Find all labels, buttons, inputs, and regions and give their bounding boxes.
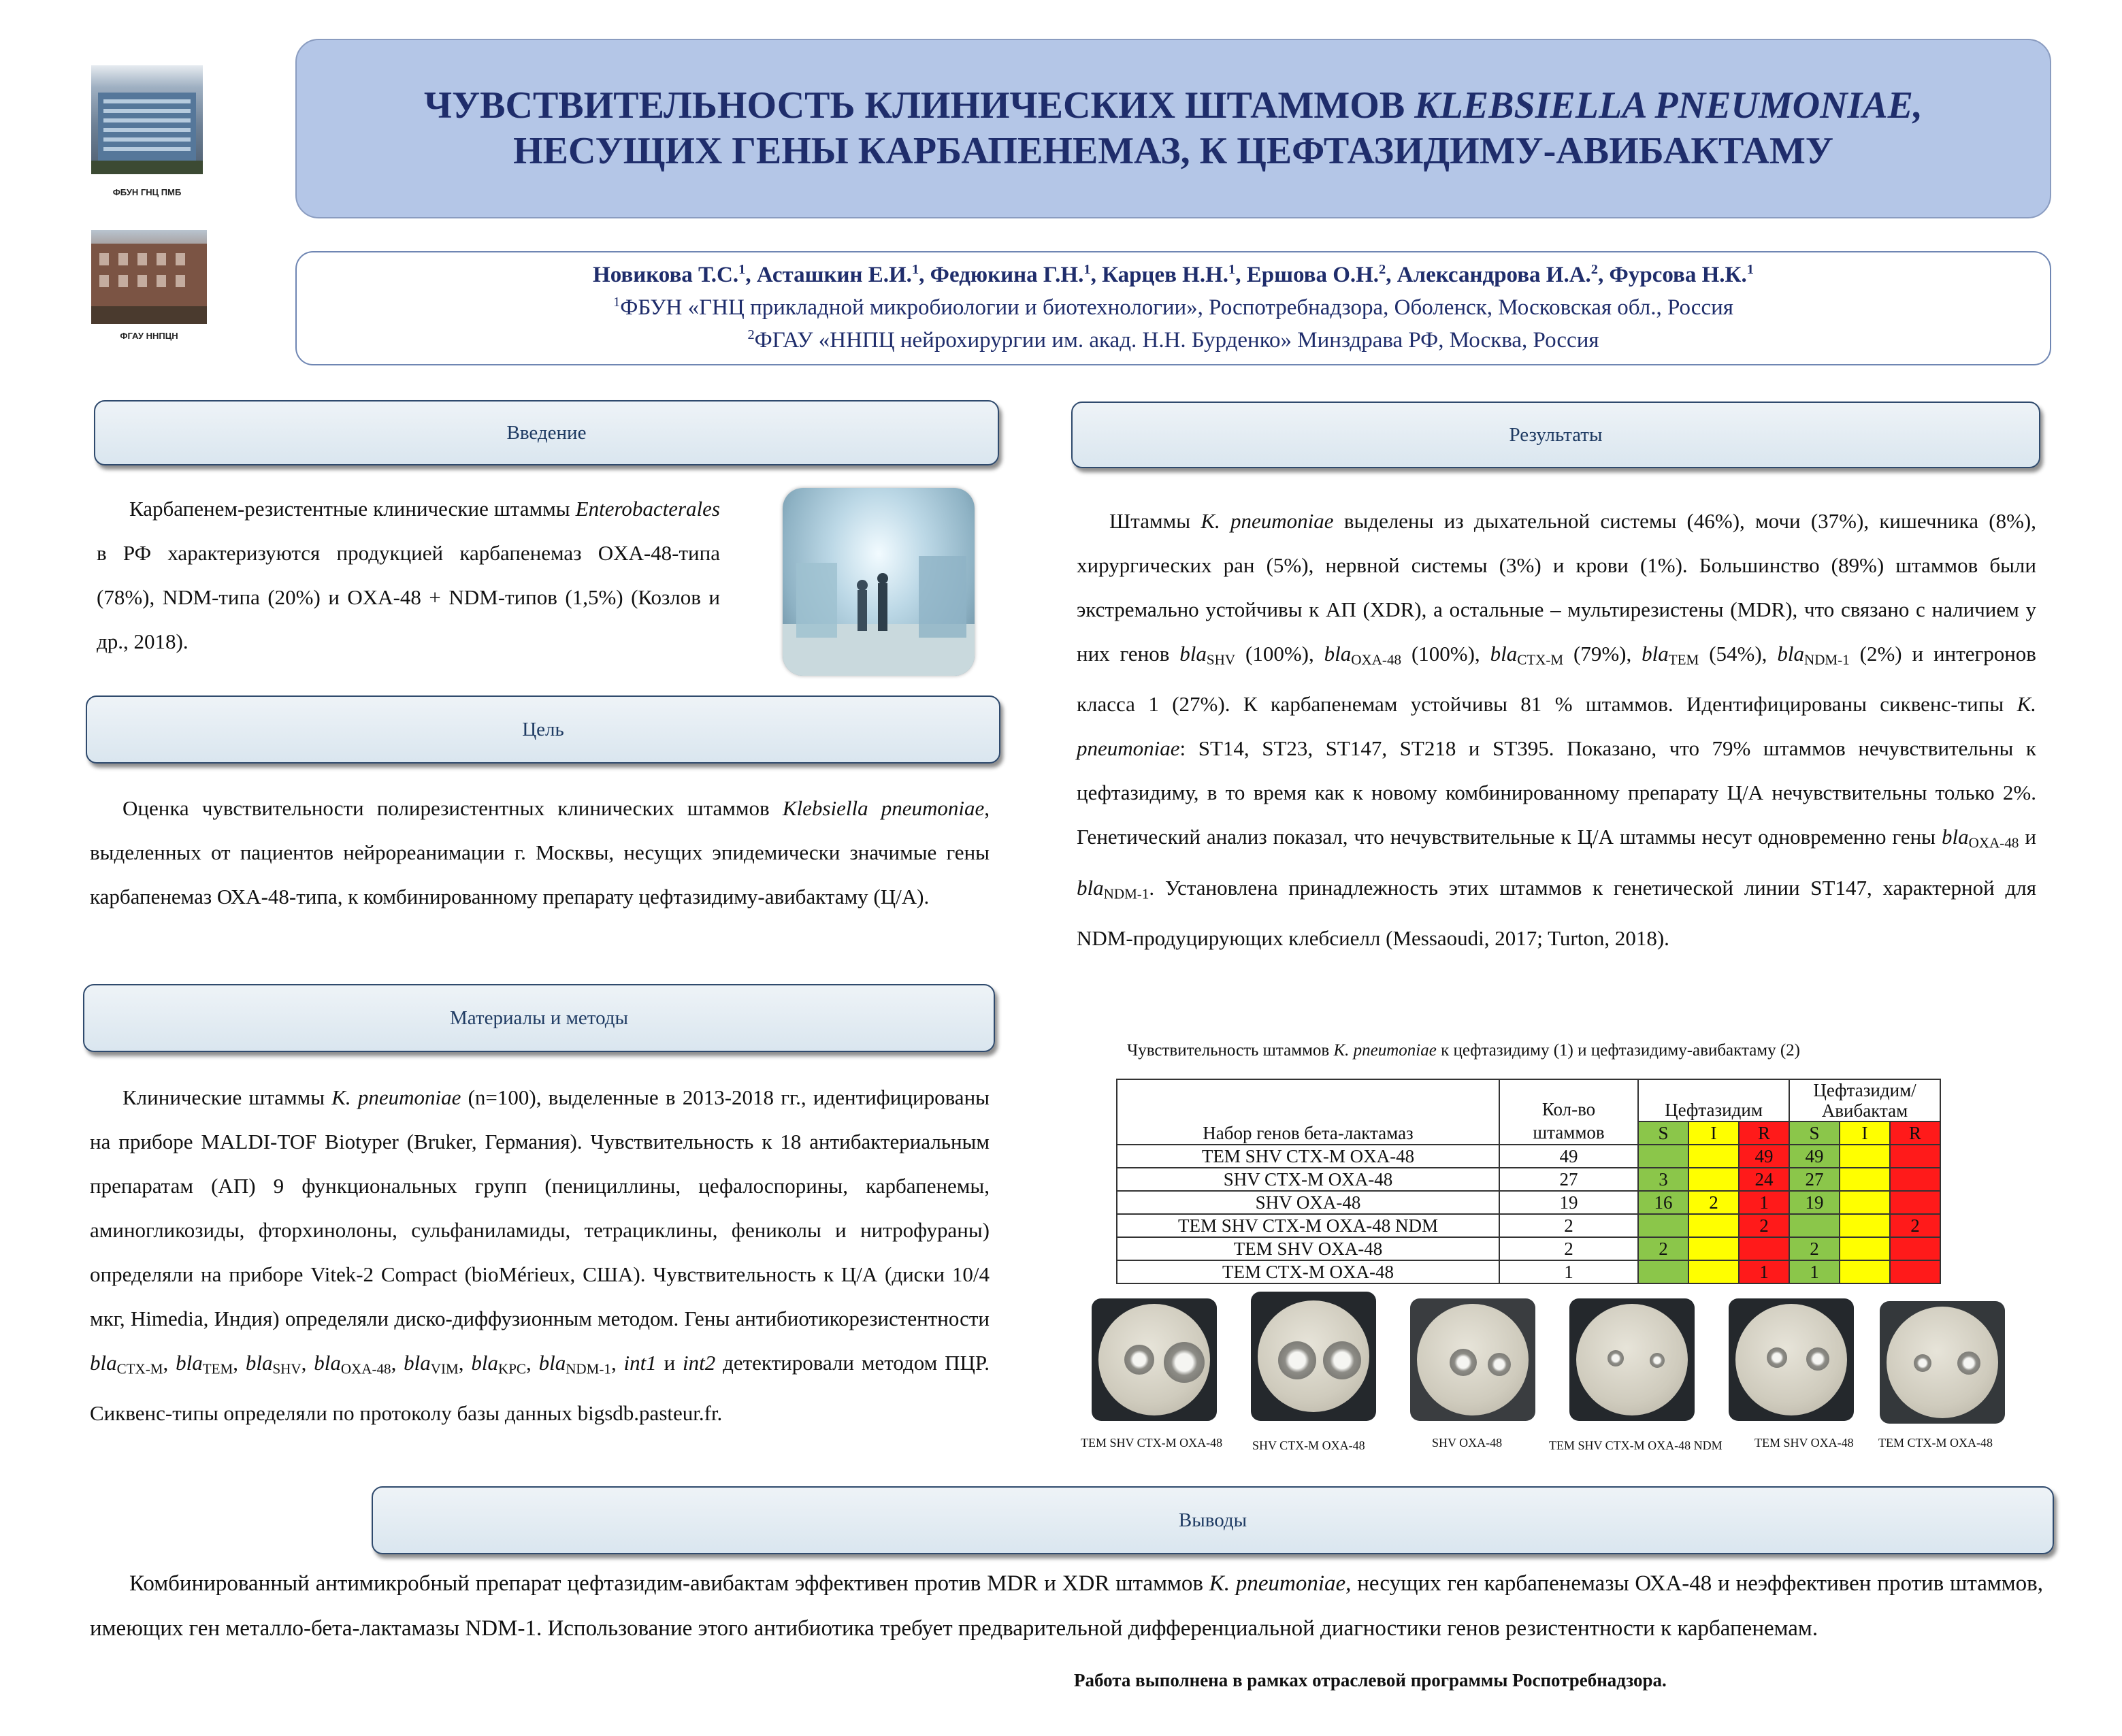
cell-caz-r: 24	[1739, 1168, 1789, 1191]
inhibition-zone-2	[1806, 1347, 1829, 1371]
gene-subscript: CTX-M	[116, 1360, 163, 1377]
cell-cza-r	[1890, 1191, 1940, 1214]
aff-text: ФГАУ «ННПЦ нейрохирургии им. акад. Н.Н. Бурденко» Минздрава РФ, Москва, Россия	[754, 327, 1599, 353]
caption-taxon: K. pneumoniae	[1333, 1041, 1437, 1060]
author-list: Новикова Т.С.$^1$, Асташкин Е.И.$^1$, Федюкина Г.Н.$^1$, Карцев Н.Н.$^1$, Ершова О.Н.$^2$, Александрова И.А.$^2$, Фурсова Н.К.$^1$	[593, 262, 1754, 288]
inhibition-zone-2	[1164, 1342, 1205, 1383]
cell-cza-s: 27	[1789, 1168, 1840, 1191]
gene-prefix: bla	[538, 1351, 566, 1375]
aim-text-part: , выделенных от пациентов нейрореанимации г. Москвы, несущих эпидемически значимые гены карбапенемаз ОХА-48-типа, к комбинированному препарату цефтазидиму-авибактаму (Ц/А).	[90, 796, 990, 908]
separator: и	[656, 1351, 683, 1375]
table-row	[1117, 1168, 1940, 1191]
cell-caz-s: 16	[1638, 1191, 1688, 1214]
cell-caz-s	[1638, 1214, 1688, 1237]
petri-dish-photo-2	[1251, 1292, 1376, 1421]
integron-gene: int1	[623, 1351, 657, 1375]
cell-count: 2	[1499, 1214, 1638, 1237]
petri-dish-icon	[1735, 1304, 1847, 1415]
header-ceftazidime: Цефтазидим	[1638, 1079, 1789, 1121]
authors-box	[295, 251, 2051, 365]
petri-dish-photo-6	[1880, 1301, 2005, 1424]
gene-subscript: TEM	[202, 1360, 233, 1377]
results-text	[1077, 499, 2036, 960]
gene-subscript: OXA-48	[1351, 651, 1402, 668]
institute-building-photo-2	[91, 230, 207, 324]
inhibition-zone-1	[1450, 1349, 1477, 1376]
header-s: S	[1638, 1121, 1688, 1145]
author: Фурсова Н.К.	[1609, 263, 1747, 288]
intro-text: Карбапенем-резистентные клинические штаммы	[129, 497, 576, 521]
caption-text: Чувствительность штаммов	[1127, 1041, 1334, 1060]
conclusions-taxon: K. pneumoniae	[1209, 1571, 1346, 1596]
separator: и	[2019, 825, 2036, 849]
author: Александрова И.А.	[1397, 263, 1591, 288]
header-s: S	[1789, 1121, 1840, 1145]
poster-title-line-2: НЕСУЩИХ ГЕНЫ КАРБАПЕНЕМАЗ, К ЦЕФТАЗИДИМУ-АВИБАКТАМУ	[513, 130, 1833, 172]
petri-dish-label: TEM SHV CTX-M OXA-48 NDM	[1549, 1439, 1723, 1452]
inhibition-zone-1	[1767, 1347, 1787, 1368]
petri-dish-photo-5	[1729, 1298, 1854, 1421]
cell-caz-r: 1	[1739, 1260, 1789, 1283]
methods-text-part: (n=100), выделенные в 2013-2018 гг., идентифицированы на приборе MALDI-TOF Biotyper (Bruker, Германия). Чувствительность к 18 антибактериальным препаратам (АП) 9 функциональных групп (пенициллины, цефалоспорины, карбапенемы, аминогликозиды, фторхинолоны, сульфаниламиды, тетрациклины, фениколы и нитрофураны) определяли на приборе Vitek-2 Compact (bioMérieux, США). Чувствительность к Ц/А (диски 10/4 мкг, Himedia, Индия) определяли диско-диффузионным методом. Гены антибиотикорезистентности	[90, 1085, 990, 1330]
gene-prefix: bla	[1777, 642, 1804, 666]
separator: ,	[163, 1351, 176, 1375]
institute-building-photo-1	[91, 65, 203, 174]
inhibition-zone-2	[1650, 1353, 1665, 1368]
methods-text	[90, 1075, 990, 1435]
cell-cza-i	[1840, 1214, 1890, 1237]
gene-prefix: bla	[1642, 642, 1669, 666]
cell-cza-s: 49	[1789, 1145, 1840, 1168]
title-text: ЧУВСТВИТЕЛЬНОСТЬ КЛИНИЧЕСКИХ ШТАММОВ	[423, 84, 1415, 127]
aim-text-part: Оценка чувствительности полирезистентных клинических штаммов	[123, 796, 783, 820]
section-header-results: Результаты	[1071, 402, 2040, 468]
affiliation-1	[613, 292, 1733, 325]
header-i: I	[1840, 1121, 1890, 1145]
cell-cza-i	[1840, 1260, 1890, 1283]
cell-caz-r	[1739, 1237, 1789, 1260]
cell-cza-i	[1840, 1145, 1890, 1168]
cell-caz-i	[1688, 1168, 1739, 1191]
author: Ершова О.Н.	[1246, 263, 1380, 288]
petri-dish-label: SHV OXA-48	[1432, 1436, 1503, 1450]
cell-gene-set: TEM CTX-M OXA-48	[1117, 1260, 1499, 1283]
cell-cza-i	[1840, 1168, 1890, 1191]
gene-prefix: bla	[1942, 825, 1969, 849]
author-affiliation-mark: 1	[738, 262, 746, 278]
poster-title-line-1	[424, 83, 1923, 129]
cell-cza-r	[1890, 1168, 1940, 1191]
results-taxon: K. pneumoniae	[1077, 692, 2036, 761]
cell-caz-r: 2	[1739, 1214, 1789, 1237]
inhibition-zone-1	[1124, 1345, 1154, 1375]
aff-mark: 2	[747, 327, 755, 342]
intro-taxon: Enterobacterales	[575, 497, 720, 521]
petri-dish-icon	[1576, 1304, 1688, 1415]
table-caption	[1127, 1041, 1800, 1060]
gene-subscript: OXA-48	[340, 1360, 391, 1377]
separator: ,	[610, 1351, 624, 1375]
cell-gene-set: TEM SHV CTX-M OXA-48	[1117, 1145, 1499, 1168]
separator: ,	[301, 1351, 314, 1375]
cell-cza-r	[1890, 1260, 1940, 1283]
cell-count: 2	[1499, 1237, 1638, 1260]
cell-caz-r: 1	[1739, 1191, 1789, 1214]
cell-caz-s: 2	[1638, 1237, 1688, 1260]
cell-cza-i	[1840, 1237, 1890, 1260]
conclusions-text-part: Комбинированный антимикробный препарат цефтазидим-авибактам эффективен против MDR и XDR штаммов	[129, 1571, 1209, 1596]
cell-caz-r: 49	[1739, 1145, 1789, 1168]
separator: ,	[233, 1351, 246, 1375]
separator: ,	[526, 1351, 539, 1375]
petri-dish-label: TEM SHV OXA-48	[1754, 1436, 1854, 1450]
cell-caz-s	[1638, 1145, 1688, 1168]
conclusions-text	[90, 1561, 2043, 1651]
petri-dish-label: TEM CTX-M OXA-48	[1878, 1436, 1993, 1450]
gene-subscript: OXA-48	[1968, 834, 2019, 851]
methods-text-part: детектировали методом ПЦР. Сиквенс-типы определяли по протоколу базы данных bigsdb.pasteur.fr.	[90, 1351, 990, 1426]
table-header-row-1	[1117, 1079, 1940, 1121]
cell-caz-i: 2	[1688, 1191, 1739, 1214]
gene-prefix: bla	[245, 1351, 273, 1375]
introduction-text	[97, 487, 720, 664]
aim-taxon: Klebsiella pneumoniae	[782, 796, 985, 820]
gene-subscript: VIM	[430, 1360, 459, 1377]
results-text-part: (100%),	[1235, 642, 1324, 666]
methods-text-part: Клинические штаммы	[123, 1085, 332, 1109]
petri-dish-label: SHV CTX-M OXA-48	[1252, 1439, 1365, 1452]
cell-cza-s: 2	[1789, 1237, 1840, 1260]
gene-subscript: SHV	[272, 1360, 301, 1377]
laboratory-photo	[783, 488, 975, 676]
inhibition-zone-2	[1323, 1341, 1361, 1379]
inhibition-zone-2	[1957, 1352, 1980, 1375]
building-1-icon	[91, 65, 203, 174]
petri-dish-label: TEM SHV CTX-M OXA-48	[1081, 1436, 1223, 1450]
gene-prefix: bla	[1490, 642, 1518, 666]
aff-text: ФБУН «ГНЦ прикладной микробиологии и биотехнологии», Роспотребнадзора, Оболенск, Московская обл., Россия	[620, 295, 1733, 321]
caption-text: к цефтазидиму (1) и цефтазидиму-авибактаму (2)	[1436, 1041, 1801, 1060]
funding-note: Работа выполнена в рамках отраслевой программы Роспотребнадзора.	[1060, 1670, 1667, 1691]
intro-text: в РФ характеризуются продукцией карбапенемаз OXA-48-типа (78%), NDM-типа (20%) и OXA-48 + NDM-типов (1,5%) (Козлов и др., 2018).	[97, 541, 720, 653]
gene-prefix: bla	[314, 1351, 341, 1375]
gene-subscript: KPC	[497, 1360, 526, 1377]
cell-gene-set: SHV CTX-M OXA-48	[1117, 1168, 1499, 1191]
author-affiliation-mark: 1	[1746, 262, 1754, 278]
author: Федюкина Г.Н.	[930, 263, 1084, 288]
author: Новикова Т.С.	[593, 263, 739, 288]
gene-prefix: bla	[404, 1351, 431, 1375]
section-header-conclusions: Выводы	[372, 1486, 2054, 1554]
inhibition-zone-1	[1607, 1350, 1624, 1366]
table-row	[1117, 1145, 1940, 1168]
header-i: I	[1688, 1121, 1739, 1145]
petri-dish-icon	[1887, 1307, 1998, 1418]
cell-count: 1	[1499, 1260, 1638, 1283]
gene-prefix: bla	[1179, 642, 1207, 666]
gene-subscript: CTX-M	[1517, 651, 1564, 668]
cell-count: 27	[1499, 1168, 1638, 1191]
results-text-part: : ST14, ST23, ST147, ST218 и ST395. Показано, что 79% штаммов нечувствительны к цефтазидиму, в то время как к новому комбинированному препарату Ц/А нечувствительны только 2%. Генетический анализ показал, что нечувствительные к Ц/А штаммы несут одновременно гены	[1077, 736, 2036, 849]
cell-gene-set: TEM SHV OXA-48	[1117, 1237, 1499, 1260]
gene-prefix: bla	[1077, 875, 1104, 900]
aim-text	[90, 786, 990, 919]
cell-cza-i	[1840, 1191, 1890, 1214]
lab-interior-icon	[783, 488, 975, 676]
integron-gene: int2	[683, 1351, 716, 1375]
gene-subscript: NDM-1	[1803, 651, 1850, 668]
cell-cza-r: 2	[1890, 1214, 1940, 1237]
gene-subscript: TEM	[1668, 651, 1699, 668]
methods-taxon: K. pneumoniae	[331, 1085, 461, 1109]
inhibition-zone-1	[1278, 1341, 1316, 1379]
logo-2-caption: ФГАУ ННПЦН	[120, 331, 178, 341]
table-row	[1117, 1214, 1940, 1237]
section-header-aim: Цель	[86, 695, 1000, 764]
results-text-part: (54%),	[1699, 642, 1778, 666]
conclusions-text-part: , несущих ген карбапенемазы ОХА-48 и неэффективен против штаммов, имеющих ген металло-бета-лактамазы NDM-1. Использование этого антибиотика требует предварительной дифференциальной диагностики генов резистентности к карбапенемам.	[90, 1571, 2043, 1641]
results-text-part: (79%),	[1563, 642, 1642, 666]
petri-dish-icon	[1258, 1300, 1369, 1412]
cell-count: 19	[1499, 1191, 1638, 1214]
header-r: R	[1890, 1121, 1940, 1145]
cell-count: 49	[1499, 1145, 1638, 1168]
header-count: Кол-во штаммов	[1499, 1079, 1638, 1145]
logo-1-caption: ФБУН ГНЦ ПМБ	[112, 187, 182, 197]
gene-prefix: bla	[471, 1351, 498, 1375]
cell-gene-set: SHV OXA-48	[1117, 1191, 1499, 1214]
petri-dish-photo-3	[1410, 1298, 1535, 1421]
results-text-part: Штаммы	[1109, 509, 1201, 533]
aff-mark: 1	[613, 295, 621, 310]
cell-gene-set: TEM SHV CTX-M OXA-48 NDM	[1117, 1214, 1499, 1237]
table-row	[1117, 1237, 1940, 1260]
cell-caz-i	[1688, 1145, 1739, 1168]
petri-dish-icon	[1417, 1304, 1529, 1415]
table-row	[1117, 1191, 1940, 1214]
gene-subscript: NDM-1	[566, 1360, 611, 1377]
results-text-part: (100%),	[1401, 642, 1490, 666]
petri-dish-photo-1	[1092, 1298, 1217, 1421]
author: Асташкин Е.И.	[756, 263, 912, 288]
petri-dish-icon	[1098, 1304, 1210, 1415]
susceptibility-table	[1116, 1079, 1941, 1284]
results-text-part: (2%) и интегронов класса 1 (27%). К карбапенемам устойчивы 81 % штаммов. Идентифицированы сиквенс-типы	[1077, 642, 2036, 717]
table-row	[1117, 1260, 1940, 1283]
cell-cza-r	[1890, 1237, 1940, 1260]
gene-prefix: bla	[1324, 642, 1352, 666]
author-affiliation-mark: 2	[1379, 262, 1386, 278]
section-header-introduction: Введение	[94, 400, 999, 465]
cell-cza-s: 1	[1789, 1260, 1840, 1283]
results-text-part: . Установлена принадлежность этих штаммов к генетической линии ST147, характерной для NDM-продуцирующих клебсиелл (Messaoudi, 2017; Turton, 2018).	[1077, 875, 2036, 950]
author-affiliation-mark: 1	[1228, 262, 1236, 278]
author-affiliation-mark: 2	[1590, 262, 1599, 278]
results-taxon: K. pneumoniae	[1201, 509, 1334, 533]
cell-caz-s: 3	[1638, 1168, 1688, 1191]
header-r: R	[1739, 1121, 1789, 1145]
results-text-part: выделены из дыхательной системы (46%), мочи (37%), кишечника (8%), хирургических ран (5%), нервной системы (3%) и крови (1%). Большинство (89%) штаммов были экстремально устойчивы к АП (XDR), а остальные – мультирезистены (MDR), что связано с наличием у них генов	[1077, 509, 2036, 666]
author: Карцев Н.Н.	[1102, 263, 1228, 288]
building-2-icon	[91, 230, 207, 324]
poster-title-box	[295, 39, 2051, 218]
author-affiliation-mark: 1	[1083, 262, 1091, 278]
gene-subscript: SHV	[1206, 651, 1236, 668]
cell-cza-s	[1789, 1214, 1840, 1237]
header-ceftazidime-avibactam: Цефтазидим/ Авибактам	[1789, 1079, 1940, 1121]
cell-caz-s	[1638, 1260, 1688, 1283]
title-species: KLEBSIELLA PNEUMONIAE,	[1414, 84, 1923, 127]
section-header-methods: Материалы и методы	[83, 984, 995, 1052]
cell-caz-i	[1688, 1237, 1739, 1260]
cell-cza-r	[1890, 1145, 1940, 1168]
inhibition-zone-1	[1914, 1354, 1931, 1372]
inhibition-zone-2	[1488, 1353, 1511, 1376]
separator: ,	[458, 1351, 472, 1375]
header-gene-set: Набор генов бета-лактамаз	[1117, 1079, 1499, 1145]
gene-prefix: bla	[90, 1351, 117, 1375]
separator: ,	[391, 1351, 404, 1375]
cell-caz-i	[1688, 1260, 1739, 1283]
affiliation-2	[747, 325, 1599, 357]
author-affiliation-mark: 1	[911, 262, 919, 278]
cell-caz-i	[1688, 1214, 1739, 1237]
gene-subscript: NDM-1	[1103, 885, 1149, 902]
petri-dish-photo-4	[1569, 1298, 1695, 1421]
cell-cza-s: 19	[1789, 1191, 1840, 1214]
gene-prefix: bla	[176, 1351, 203, 1375]
